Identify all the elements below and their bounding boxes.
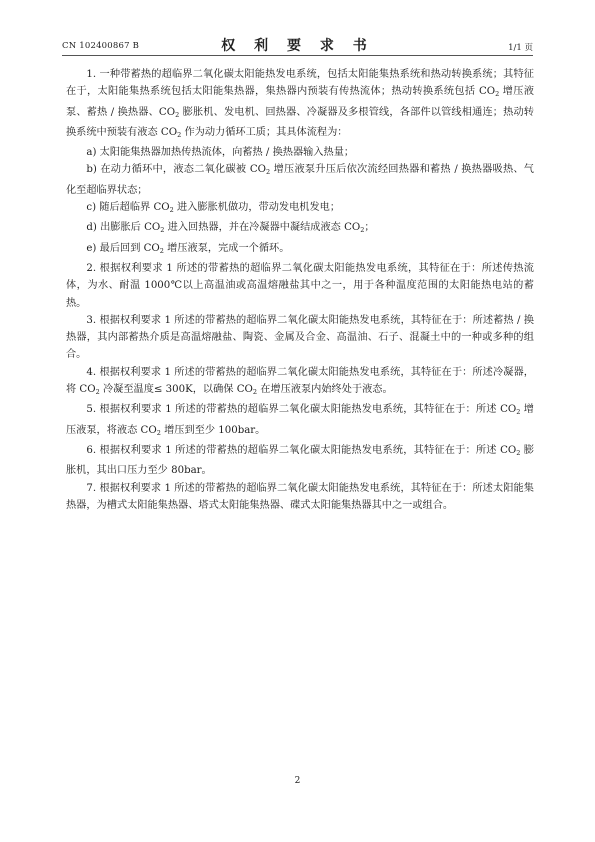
claims-body <box>66 66 534 514</box>
subscript-text: 2 <box>516 448 521 457</box>
claim-text: 增压液泵、蓄热 / 换热器、CO <box>66 86 534 118</box>
subscript-text: 2 <box>252 388 257 397</box>
claim-text: 5. 根据权利要求 1 所述的带蓄热的超临界二氧化碳太阳能热发电系统，其特征在于：所述 CO <box>86 404 517 416</box>
page-of-indicator: 1/1 页 <box>508 43 533 53</box>
claim-text: 增压到至少 100bar。 <box>160 424 266 436</box>
subscript-text: 2 <box>177 130 182 139</box>
subscript-text: 2 <box>159 246 164 255</box>
claim-paragraph <box>66 480 534 515</box>
subscript-text: 2 <box>160 226 165 235</box>
subscript-text: 2 <box>156 428 161 437</box>
claim-text: 冷凝至温度≤ 300K，以确保 CO <box>99 384 253 396</box>
claim-text: 膨胀机、发电机、回热器、冷凝器及多根管线，各部件以管线相通连；热动转换系统中预装有液态 CO <box>66 106 534 138</box>
claim-text: 在增压液泵内始终处于液态。 <box>257 384 393 396</box>
page-number: 2 <box>294 776 301 786</box>
claim-text: 增压液泵，完成一个循环。 <box>163 242 290 254</box>
subscript-text: 2 <box>175 110 180 119</box>
claim-paragraph <box>66 442 534 480</box>
claim-paragraph <box>66 66 534 144</box>
claim-text: c) 随后超临界 CO <box>86 202 170 214</box>
claim-paragraph <box>66 260 534 312</box>
claim-text: 增压液泵升压后依次流经回热器和蓄热 / 换热器吸热、气化至超临界状态； <box>66 164 534 196</box>
claim-text: a) 太阳能集热器加热传热流体，向蓄热 / 换热器输入热量； <box>86 147 355 159</box>
subscript-text: 2 <box>169 206 174 215</box>
subscript-text: 2 <box>265 168 271 177</box>
claim-text: 2. 根据权利要求 1 所述的带蓄热的超临界二氧化碳太阳能热发电系统，其特征在于：所述传热流体，为水、耐温 1000℃以上高温油或高温熔融盐其中之一，用于各种温度范围的太阳能热电站的蓄热。 <box>66 262 534 309</box>
claim-text: 1. 一种带蓄热的超临界二氧化碳太阳能热发电系统，包括太阳能集热系统和热动转换系统；其特征在于，太阳能集热系统包括太阳能集热器，集热器内预装有传热流体；热动转换系统包括 CO <box>66 69 534 98</box>
claim-text: d) 出膨胀后 CO <box>86 222 161 234</box>
claim-text: b) 在动力循环中，液态二氧化碳被 CO <box>86 164 266 176</box>
claim-paragraph <box>66 219 534 239</box>
claim-text: 作为动力循环工质；其具体流程为： <box>181 126 348 138</box>
claim-paragraph <box>66 364 534 402</box>
document-title: 权 利 要 求 书 <box>221 38 374 54</box>
claim-text: 6. 根据权利要求 1 所述的带蓄热的超临界二氧化碳太阳能热发电系统，其特征在于：所述 CO <box>86 444 517 456</box>
claim-text: 进入回热器，并在冷凝器中凝结成液态 CO <box>164 222 361 234</box>
claim-text: 膨胀机，其出口压力至少 80bar。 <box>66 444 534 477</box>
claim-text: ； <box>364 222 375 234</box>
claim-paragraph <box>66 161 534 199</box>
subscript-text: 2 <box>360 226 365 235</box>
claim-paragraph <box>66 240 534 260</box>
claim-paragraph <box>66 144 534 161</box>
subscript-text: 2 <box>495 90 500 99</box>
header-rule <box>62 55 533 56</box>
claim-text: e) 最后回到 CO <box>86 242 160 254</box>
subscript-text: 2 <box>516 408 521 417</box>
claim-text: 4. 根据权利要求 1 所述的带蓄热的超临界二氧化碳太阳能热发电系统，其特征在于：所述冷凝器，将 CO <box>66 366 534 396</box>
claim-paragraph <box>66 312 534 364</box>
subscript-text: 2 <box>95 388 100 397</box>
claim-text: 进入膨胀机做功，带动发电机发电； <box>173 202 341 214</box>
page-header <box>62 34 533 54</box>
claim-text: 7. 根据权利要求 1 所述的带蓄热的超临界二氧化碳太阳能热发电系统，其特征在于：所述太阳能集热器，为槽式太阳能集热器、塔式太阳能集热器、碟式太阳能集热器其中之一或组合。 <box>66 482 534 511</box>
claim-text: 增压液泵，将液态 CO <box>66 404 534 436</box>
publication-number: CN 102400867 B <box>62 41 140 51</box>
claim-text: 3. 根据权利要求 1 所述的带蓄热的超临界二氧化碳太阳能热发电系统，其特征在于：所述蓄热 / 换热器，其内部蓄热介质是高温熔融盐、陶瓷、金属及合金、高温油、石子、混凝土中的一种或多种的组合。 <box>66 314 534 361</box>
claim-paragraph <box>66 401 534 442</box>
claim-paragraph <box>66 199 534 219</box>
